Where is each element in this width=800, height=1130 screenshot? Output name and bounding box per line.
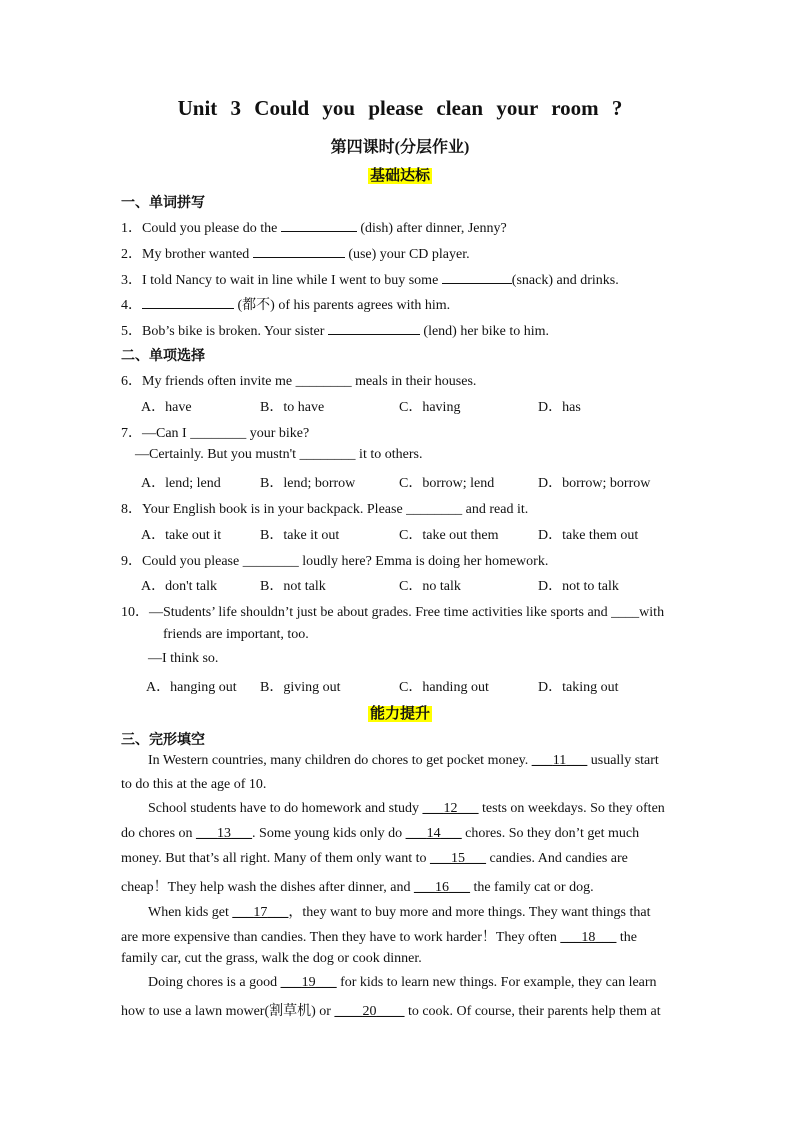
cloze-line: family car, cut the grass, walk the dog or cook dinner. bbox=[121, 951, 422, 966]
answer-blank[interactable] bbox=[328, 322, 420, 335]
option-a[interactable]: A．hanging out bbox=[146, 680, 237, 695]
question-stem: 7．—Can I ________ your bike? bbox=[121, 426, 310, 441]
cloze-line: to do this at the age of 10. bbox=[121, 777, 267, 792]
level-basic-heading bbox=[0, 164, 800, 185]
item-number: 5． bbox=[121, 324, 142, 339]
section-choice-heading: 二、单项选择 bbox=[121, 349, 205, 364]
option-d[interactable]: D．take them out bbox=[538, 528, 639, 543]
item-text: (都不) of his parents agrees with him. bbox=[234, 298, 451, 313]
answer-blank[interactable] bbox=[253, 245, 345, 258]
item-number: 1． bbox=[121, 221, 142, 236]
item-number: 4． bbox=[121, 298, 142, 313]
cloze-text: usually start bbox=[587, 753, 659, 768]
option-c[interactable]: C．handing out bbox=[399, 680, 489, 695]
cloze-line bbox=[148, 801, 665, 817]
question-stem: 10．—Students’ life shouldn’t just be about grades. Free time activities like sports and ____with bbox=[121, 605, 665, 620]
cloze-blank-18[interactable]: ___18___ bbox=[560, 930, 617, 945]
cloze-line bbox=[121, 926, 637, 946]
option-a[interactable]: A．take out it bbox=[141, 528, 222, 543]
option-a[interactable]: A．don't talk bbox=[141, 579, 218, 594]
cloze-blank-16[interactable]: ___16___ bbox=[413, 880, 470, 895]
page-title: Unit 3 Could you please clean your room ? bbox=[177, 96, 623, 120]
cloze-text: to cook. Of course, their parents help them at bbox=[404, 1004, 661, 1019]
spelling-item bbox=[121, 269, 619, 289]
option-d[interactable]: D．not to talk bbox=[538, 579, 619, 594]
cloze-blank-19[interactable]: ___19___ bbox=[280, 975, 337, 990]
cloze-line bbox=[121, 826, 639, 842]
option-c[interactable]: C．having bbox=[399, 400, 461, 415]
page-subtitle: 第四课时(分层作业) bbox=[330, 139, 470, 156]
cloze-blank-13[interactable]: ___13___ bbox=[196, 826, 253, 841]
section-cloze-heading: 三、完形填空 bbox=[121, 733, 205, 748]
option-a[interactable]: A．have bbox=[141, 400, 192, 415]
answer-blank[interactable] bbox=[442, 271, 512, 284]
item-text: (lend) her bike to him. bbox=[419, 324, 549, 339]
option-c[interactable]: C．take out them bbox=[399, 528, 499, 543]
cloze-blank-15[interactable]: ___15___ bbox=[430, 851, 486, 866]
item-number: 3． bbox=[121, 273, 142, 288]
cloze-line bbox=[121, 851, 628, 867]
cloze-text: for kids to learn new things. For example, they can learn bbox=[336, 975, 657, 990]
option-d[interactable]: D．has bbox=[538, 400, 581, 415]
cloze-line bbox=[148, 901, 651, 921]
cloze-text: do chores on bbox=[121, 826, 197, 841]
cloze-text: tests on weekdays. So they often bbox=[478, 801, 665, 816]
option-a[interactable]: A．lend; lend bbox=[141, 476, 221, 491]
option-b[interactable]: B．take it out bbox=[260, 528, 340, 543]
level-basic-label: 基础达标 bbox=[369, 168, 430, 184]
cloze-text: candies. And candies are bbox=[486, 851, 628, 866]
cloze-text: When kids get bbox=[148, 905, 233, 920]
cloze-line bbox=[148, 753, 659, 769]
cloze-text: . Some young kids only do bbox=[252, 826, 406, 841]
option-b[interactable]: B．lend; borrow bbox=[260, 476, 356, 491]
cloze-text: cheap！They help wash the dishes after dinner, and bbox=[121, 880, 414, 895]
cloze-line bbox=[148, 975, 657, 991]
spelling-item bbox=[121, 294, 450, 314]
item-text: (dish) after dinner, Jenny? bbox=[356, 221, 507, 236]
cloze-text: are more expensive than candies. Then they have to work harder！They often bbox=[121, 930, 561, 945]
cloze-text: chores. So they don’t get much bbox=[461, 826, 640, 841]
cloze-blank-12[interactable]: ___12___ bbox=[422, 801, 479, 816]
level-advanced-heading bbox=[0, 702, 800, 723]
question-stem: 9．Could you please ________ loudly here? Emma is doing her homework. bbox=[121, 554, 549, 569]
item-text: I told Nancy to wait in line while I went to buy some bbox=[142, 273, 442, 288]
question-stem-continued: friends are important, too. bbox=[163, 627, 309, 642]
cloze-text: the bbox=[616, 930, 638, 945]
option-c[interactable]: C．no talk bbox=[399, 579, 461, 594]
option-d[interactable]: D．taking out bbox=[538, 680, 619, 695]
cloze-text: In Western countries, many children do chores to get pocket money. bbox=[148, 753, 532, 768]
option-d[interactable]: D．borrow; borrow bbox=[538, 476, 651, 491]
cloze-blank-17[interactable]: ___17___ bbox=[232, 905, 289, 920]
item-text: Bob’s bike is broken. Your sister bbox=[142, 324, 328, 339]
answer-blank[interactable] bbox=[142, 296, 234, 309]
cloze-blank-11[interactable]: ___11___ bbox=[531, 753, 588, 768]
option-b[interactable]: B．to have bbox=[260, 400, 325, 415]
answer-blank[interactable] bbox=[281, 219, 357, 232]
option-b[interactable]: B．giving out bbox=[260, 680, 341, 695]
cloze-text: School students have to do homework and study bbox=[148, 801, 423, 816]
cloze-blank-20[interactable]: ____20____ bbox=[334, 1004, 405, 1019]
spelling-item bbox=[121, 320, 549, 340]
item-text: My brother wanted bbox=[142, 247, 253, 262]
cloze-line bbox=[121, 1000, 661, 1020]
cloze-text: Doing chores is a good bbox=[148, 975, 281, 990]
item-number: 2． bbox=[121, 247, 142, 262]
cloze-line bbox=[121, 876, 594, 896]
section-spelling-heading: 一、单词拼写 bbox=[121, 196, 205, 211]
question-stem-reply: —I think so. bbox=[148, 651, 219, 666]
cloze-text: how to use a lawn mower(割草机) or bbox=[121, 1004, 335, 1019]
question-stem: 6．My friends often invite me ________ meals in their houses. bbox=[121, 374, 477, 389]
option-b[interactable]: B．not talk bbox=[260, 579, 326, 594]
item-text: (use) your CD player. bbox=[344, 247, 470, 262]
cloze-text: money. But that’s all right. Many of them only want to bbox=[121, 851, 430, 866]
spelling-item bbox=[121, 217, 507, 237]
item-text: Could you please do the bbox=[142, 221, 281, 236]
level-advanced-label: 能力提升 bbox=[369, 706, 430, 722]
option-c[interactable]: C．borrow; lend bbox=[399, 476, 495, 491]
cloze-text: ，they want to buy more and more things. They want things that bbox=[288, 905, 651, 920]
spelling-item bbox=[121, 243, 470, 263]
question-stem-reply: —Certainly. But you mustn't ________ it to others. bbox=[135, 447, 423, 462]
question-stem: 8．Your English book is in your backpack. Please ________ and read it. bbox=[121, 502, 529, 517]
cloze-text: the family cat or dog. bbox=[469, 880, 594, 895]
item-text: (snack) and drinks. bbox=[511, 273, 619, 288]
cloze-blank-14[interactable]: ___14___ bbox=[405, 826, 462, 841]
